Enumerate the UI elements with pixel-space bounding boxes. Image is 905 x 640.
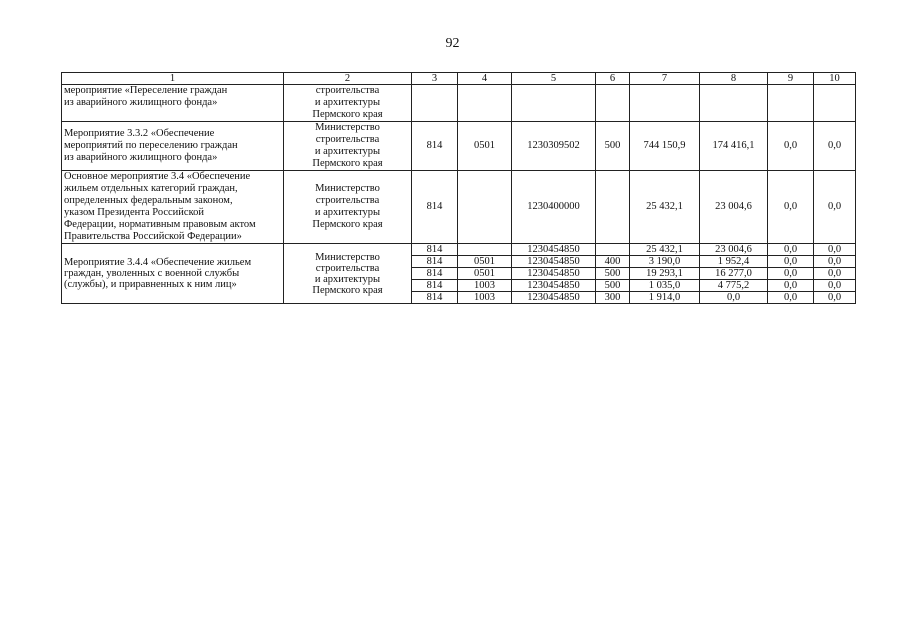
cell-amount-9: 0,0: [768, 244, 814, 256]
executor-cell: [284, 244, 412, 304]
executor-line: Министерство: [315, 251, 380, 263]
cell-amount-7: 744 150,9: [630, 122, 700, 171]
cell-expense-type: 500: [596, 122, 630, 171]
cell-amount-9: 0,0: [768, 171, 814, 244]
cell-amount-7: 19 293,1: [630, 268, 700, 280]
cell-grbs: 814: [412, 292, 458, 304]
cell-target-article: [512, 85, 596, 122]
cell-grbs: 814: [412, 122, 458, 171]
cell-amount-8: 23 004,6: [700, 244, 768, 256]
cell-amount-8: 174 416,1: [700, 122, 768, 171]
cell-amount-7: 25 432,1: [630, 244, 700, 256]
executor-line: и архитектуры: [314, 146, 381, 157]
cell-amount-9: 0,0: [768, 280, 814, 292]
cell-grbs: 814: [412, 268, 458, 280]
measure-name-line: мероприятие «Переселение граждан: [64, 85, 228, 96]
cell-section: 0501: [458, 256, 512, 268]
executor-line: и архитектуры: [314, 97, 381, 108]
executor-line: Пермского края: [312, 109, 383, 120]
measure-name-cell: [62, 244, 284, 304]
cell-section: 1003: [458, 292, 512, 304]
cell-amount-7: 1 035,0: [630, 280, 700, 292]
executor-line: строительства: [315, 134, 380, 145]
cell-amount-8: 4 775,2: [700, 280, 768, 292]
cell-amount-8: 1 952,4: [700, 256, 768, 268]
cell-amount-9: 0,0: [768, 292, 814, 304]
table-row: [62, 171, 856, 244]
executor-line: Министерство: [315, 122, 380, 133]
measure-name-cell: [62, 85, 284, 122]
column-header: 6: [596, 73, 630, 85]
header-row: [62, 73, 856, 85]
executor-line: и архитектуры: [314, 273, 381, 285]
measure-name-line: (службы), и приравненных к ним лиц»: [64, 279, 237, 290]
budget-table: [61, 72, 856, 304]
cell-expense-type: 500: [596, 268, 630, 280]
cell-section: [458, 85, 512, 122]
measure-name-cell: [62, 122, 284, 171]
measure-name-line: Основное мероприятие 3.4 «Обеспечение: [64, 171, 251, 182]
page-number: 92: [445, 36, 460, 51]
cell-amount-8: 16 277,0: [700, 268, 768, 280]
cell-section: 0501: [458, 268, 512, 280]
column-header: 5: [512, 73, 596, 85]
measure-name-line: Мероприятие 3.3.2 «Обеспечение: [64, 128, 215, 139]
cell-amount-8: [700, 85, 768, 122]
column-header: 3: [412, 73, 458, 85]
cell-amount-10: 0,0: [814, 171, 856, 244]
cell-grbs: 814: [412, 171, 458, 244]
cell-target-article: 1230454850: [512, 292, 596, 304]
cell-amount-10: 0,0: [814, 268, 856, 280]
cell-amount-9: 0,0: [768, 122, 814, 171]
cell-amount-10: 0,0: [814, 292, 856, 304]
cell-amount-9: 0,0: [768, 268, 814, 280]
measure-name-line: Правительства Российской Федерации»: [64, 231, 242, 242]
measure-name-line: из аварийного жилищного фонда»: [64, 152, 218, 163]
executor-cell: [284, 171, 412, 244]
measure-name-line: жильем отдельных категорий граждан,: [64, 183, 238, 194]
cell-amount-10: 0,0: [814, 280, 856, 292]
executor-line: и архитектуры: [314, 207, 381, 218]
column-header: 8: [700, 73, 768, 85]
cell-expense-type: [596, 171, 630, 244]
executor-cell: [284, 85, 412, 122]
column-header: 10: [814, 73, 856, 85]
column-header: 2: [284, 73, 412, 85]
cell-target-article: 1230454850: [512, 268, 596, 280]
column-header: 1: [62, 73, 284, 85]
executor-line: Пермского края: [312, 219, 383, 230]
cell-grbs: 814: [412, 256, 458, 268]
measure-name-line: из аварийного жилищного фонда»: [64, 97, 218, 108]
cell-amount-7: 3 190,0: [630, 256, 700, 268]
table-row: [62, 244, 856, 256]
executor-cell: [284, 122, 412, 171]
column-header: 4: [458, 73, 512, 85]
cell-expense-type: [596, 244, 630, 256]
cell-amount-9: 0,0: [768, 256, 814, 268]
cell-expense-type: 500: [596, 280, 630, 292]
column-header: 7: [630, 73, 700, 85]
measure-name-cell: [62, 171, 284, 244]
executor-line: строительства: [315, 85, 380, 96]
cell-amount-10: 0,0: [814, 256, 856, 268]
cell-section: [458, 244, 512, 256]
cell-grbs: 814: [412, 280, 458, 292]
cell-expense-type: [596, 85, 630, 122]
cell-expense-type: 300: [596, 292, 630, 304]
cell-target-article: 1230309502: [512, 122, 596, 171]
measure-name-line: Мероприятие 3.4.4 «Обеспечение жильем: [64, 257, 252, 268]
cell-grbs: [412, 85, 458, 122]
cell-section: [458, 171, 512, 244]
executor-line: Министерство: [315, 183, 380, 194]
measure-name-line: указом Президента Российской: [64, 207, 205, 218]
cell-target-article: 1230454850: [512, 280, 596, 292]
executor-line: Пермского края: [312, 158, 383, 169]
cell-amount-10: [814, 85, 856, 122]
cell-amount-9: [768, 85, 814, 122]
cell-amount-7: [630, 85, 700, 122]
executor-line: строительства: [315, 262, 380, 274]
cell-expense-type: 400: [596, 256, 630, 268]
cell-section: 0501: [458, 122, 512, 171]
measure-name-line: мероприятий по переселению граждан: [64, 140, 238, 151]
measure-name-line: определенных федеральным законом,: [64, 195, 233, 206]
measure-name-line: граждан, уволенных с военной службы: [64, 268, 240, 279]
cell-target-article: 1230400000: [512, 171, 596, 244]
cell-grbs: 814: [412, 244, 458, 256]
cell-amount-10: 0,0: [814, 122, 856, 171]
cell-amount-8: 23 004,6: [700, 171, 768, 244]
measure-name-line: Федерации, нормативным правовым актом: [64, 219, 256, 230]
cell-target-article: 1230454850: [512, 244, 596, 256]
table-row: [62, 122, 856, 171]
cell-amount-8: 0,0: [700, 292, 768, 304]
cell-amount-7: 25 432,1: [630, 171, 700, 244]
cell-target-article: 1230454850: [512, 256, 596, 268]
executor-line: Пермского края: [312, 284, 383, 296]
table-row: [62, 85, 856, 122]
cell-amount-7: 1 914,0: [630, 292, 700, 304]
executor-line: строительства: [315, 195, 380, 206]
cell-amount-10: 0,0: [814, 244, 856, 256]
column-header: 9: [768, 73, 814, 85]
cell-section: 1003: [458, 280, 512, 292]
